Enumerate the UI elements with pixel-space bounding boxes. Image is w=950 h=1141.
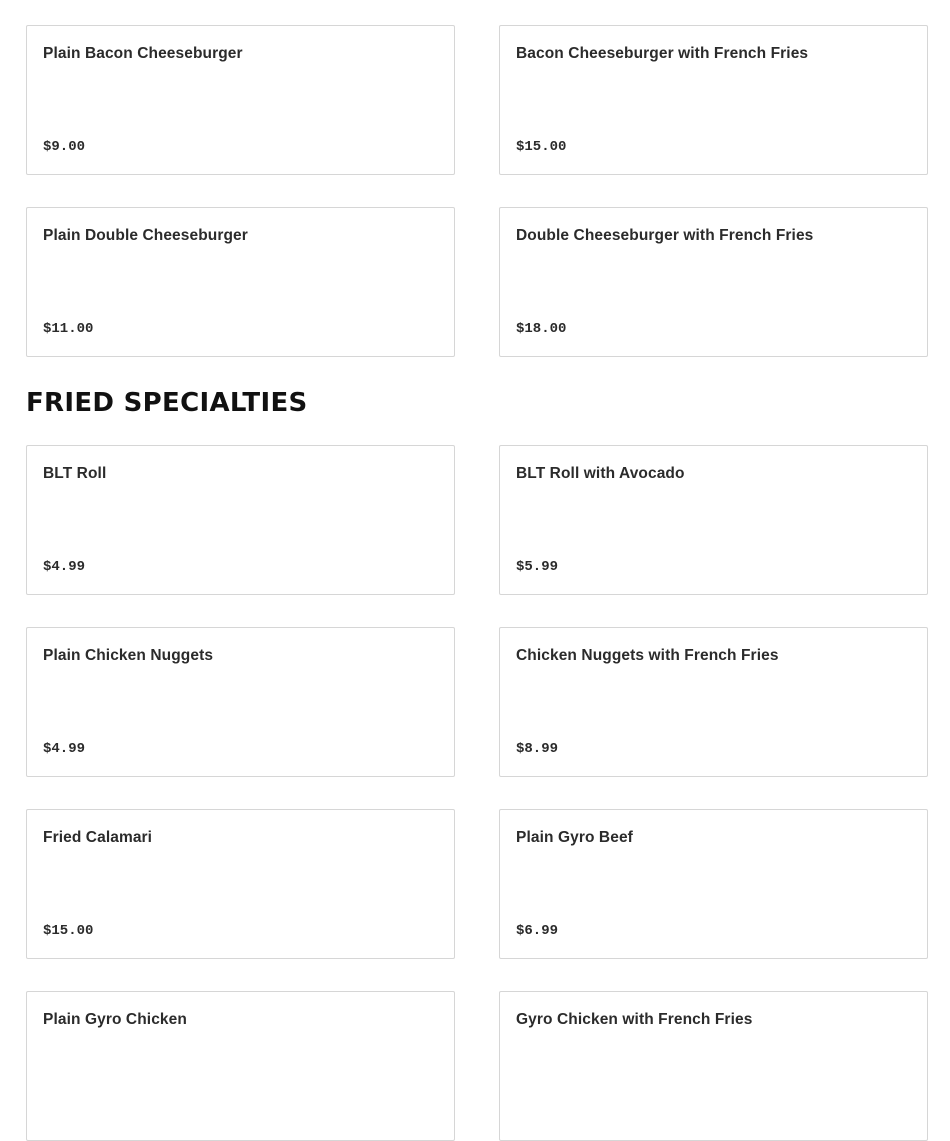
- menu-item-name: Chicken Nuggets with French Fries: [516, 647, 779, 664]
- menu-item-price: $18.00: [516, 321, 567, 337]
- menu-item-card[interactable]: [26, 445, 455, 595]
- menu-item-name: Plain Chicken Nuggets: [43, 647, 214, 664]
- menu-item-price: $15.00: [43, 923, 94, 939]
- menu-item-card[interactable]: [499, 445, 928, 595]
- menu-item-name: Gyro Chicken with French Fries: [516, 1011, 753, 1028]
- menu-item-card[interactable]: [499, 991, 928, 1141]
- menu-item-price: $4.99: [43, 559, 86, 575]
- section-title-fried-specialties: FRIED SPECIALTIES: [26, 388, 308, 418]
- menu-item-price: $15.00: [516, 139, 567, 155]
- menu-item-card[interactable]: [499, 809, 928, 959]
- menu-item-name: Plain Double Cheeseburger: [43, 227, 248, 244]
- menu-item-name: Fried Calamari: [43, 829, 153, 846]
- menu-item-price: $6.99: [516, 923, 559, 939]
- menu-item-name: BLT Roll: [43, 465, 107, 482]
- menu-item-price: $5.99: [516, 559, 559, 575]
- menu-item-name: Bacon Cheeseburger with French Fries: [516, 45, 809, 62]
- menu-item-name: Plain Gyro Chicken: [43, 1011, 187, 1028]
- menu-items-grid: [26, 25, 928, 357]
- menu-item-price: $9.00: [43, 139, 86, 155]
- menu-item-card[interactable]: [499, 627, 928, 777]
- menu-item-card[interactable]: [499, 25, 928, 175]
- menu-item-name: Double Cheeseburger with French Fries: [516, 227, 814, 244]
- menu-item-card[interactable]: [26, 25, 455, 175]
- menu-item-name: BLT Roll with Avocado: [516, 465, 685, 482]
- menu-item-name: Plain Gyro Beef: [516, 829, 633, 846]
- menu-item-price: $4.99: [43, 741, 86, 757]
- menu-item-card[interactable]: [26, 207, 455, 357]
- menu-item-price: $8.99: [516, 741, 559, 757]
- menu-item-card[interactable]: [26, 627, 455, 777]
- menu-item-name: Plain Bacon Cheeseburger: [43, 45, 243, 62]
- menu-item-card[interactable]: [26, 809, 455, 959]
- menu-item-price: $11.00: [43, 321, 94, 337]
- menu-items-grid-fried-specialties: [26, 445, 928, 1141]
- menu-item-card[interactable]: [499, 207, 928, 357]
- menu-item-card[interactable]: [26, 991, 455, 1141]
